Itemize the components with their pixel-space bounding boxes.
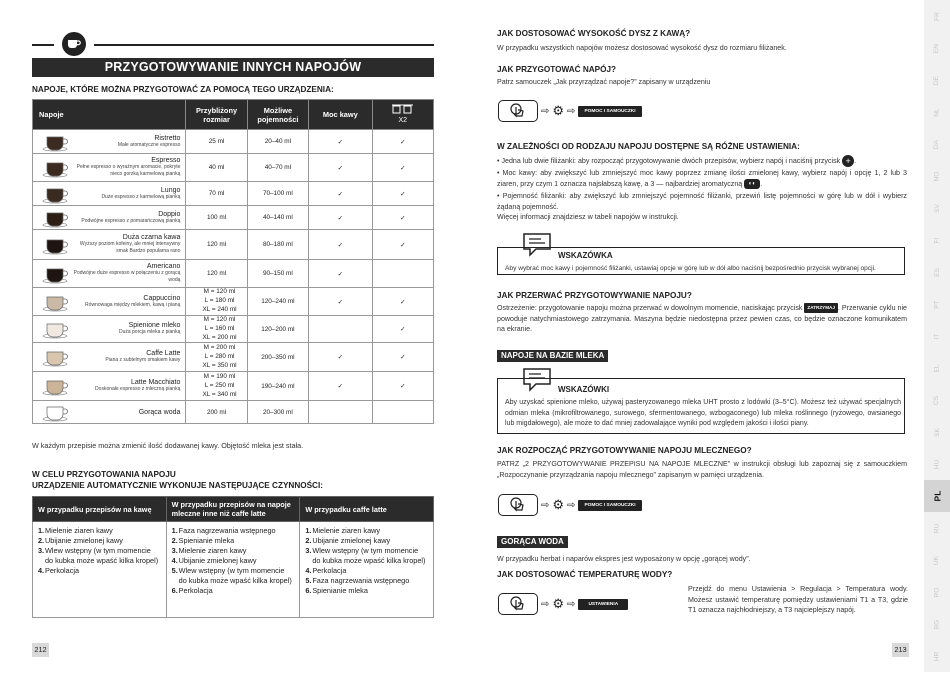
step-number: 2.: [171, 536, 178, 545]
step-number: 4.: [305, 566, 312, 575]
drink-sizes: [186, 316, 247, 343]
heading-settings: W ZALEŻNOŚCI OD RODZAJU NAPOJU DOSTĘPNE SĄ RÓŻNE USTAWIENIA:: [497, 142, 800, 151]
x2-check: ✓: [372, 316, 433, 343]
language-code: IT: [933, 333, 941, 339]
heading-prepare: JAK PRZYGOTOWAĆ NAPÓJ?: [497, 65, 617, 74]
section-banner: PRZYGOTOWYWANIE INNYCH NAPOJÓW: [32, 58, 434, 77]
step-number: 6.: [305, 586, 312, 595]
step-text: Spienianie mleka: [312, 586, 368, 595]
step-item: [172, 546, 295, 556]
volume-note: W każdym przepisie można zmienić ilość dodawanej kawy. Objętość mleka jest stała.: [32, 441, 304, 450]
language-code: RU: [933, 523, 941, 533]
drink-size: 70 ml: [186, 182, 247, 206]
drink-description: Podwójne espresso z pomarańczową pianką: [81, 217, 181, 224]
drink-cell: [33, 343, 186, 372]
tip-title-2: WSKAZÓWKI: [558, 385, 610, 394]
drink-name: Latte Macchiato: [130, 379, 181, 387]
language-code: FR: [933, 11, 941, 21]
step-number: 1.: [305, 526, 312, 535]
bullet-cups: • Jedna lub dwie filiżanki: aby rozpocząć przygotowywanie dwóch przepisów, wybierz napój i naciśnij przycisk + .: [497, 156, 857, 166]
step-number: 4.: [171, 556, 178, 565]
cup-icon: [39, 131, 73, 153]
size-option: XL = 240 ml: [202, 305, 237, 313]
drink-row: [33, 130, 434, 154]
language-tab-sv[interactable]: [924, 192, 950, 224]
stop-button[interactable]: ZATRZYMAJ: [804, 303, 837, 313]
drink-sizes: [186, 343, 247, 372]
coffee-cup-icon: [62, 32, 86, 56]
steps-cell-milk: [166, 522, 300, 618]
size-option: XL = 350 ml: [202, 361, 237, 369]
col-drinks: Napoje: [33, 100, 186, 130]
step-item: [305, 546, 428, 566]
step-text: Perkolacja: [178, 586, 213, 595]
gear-icon: ⚙: [552, 103, 565, 118]
col-capacity: Możliwe pojemności: [247, 100, 308, 130]
drink-description: Wyższy poziom kofeiny, ale mniej intensywny smak Bardzo popularna rano: [79, 241, 181, 254]
drink-capacity: 120–200 ml: [247, 316, 308, 343]
language-tab-da[interactable]: [924, 128, 950, 160]
step-item: [38, 546, 161, 566]
drink-row: [33, 401, 434, 424]
touch-hand-icon: [498, 100, 538, 122]
drink-capacity: 120–240 ml: [247, 288, 308, 316]
plus-button-icon: +: [842, 155, 854, 167]
step-number: 5.: [305, 576, 312, 585]
steps-col-milk: W przypadku przepisów na napoje mleczne inne niż caffe latte: [166, 497, 300, 522]
language-tab-pl[interactable]: [924, 480, 950, 512]
sequence-help: [498, 100, 642, 122]
size-option: XL = 340 ml: [202, 390, 237, 398]
cup-icon: [39, 207, 73, 229]
size-option: L = 160 ml: [204, 324, 235, 332]
steps-heading-2: URZĄDZENIE AUTOMATYCZNIE WYKONUJE NASTĘPUJĄCE CZYNNOŚCI:: [32, 481, 323, 490]
drink-row: [33, 260, 434, 288]
tip-text-2: Aby uzyskać spienione mleko, używaj pasteryzowanego mleka UHT prosto z lodówki (3–5°C). Możesz też używać specjalnych odmian mleka (mikrofiltrowanego, surowego, sfermentowanego, wzbogaconego) lub mleka roślinnego (ryżowego, owsianego lub migdałowego), ale może to dać mniej zadowalające wyniki pod względem jakości i ilości piany.: [505, 399, 901, 427]
language-code: RO: [933, 587, 941, 597]
x2-label: X2: [398, 117, 408, 124]
text-prepare: Patrz samouczek „Jak przyrządzać napoje?” zapisany w urządzeniu: [497, 78, 711, 86]
strength-check: ✓: [309, 130, 373, 154]
drink-description: Duże espresso z karmelową pianką: [101, 193, 181, 200]
language-tab-hu[interactable]: [924, 448, 950, 480]
drink-description: Małe aromatyczne espresso: [117, 141, 181, 148]
drink-description: Piana z subtelnym smakiem kawy: [105, 357, 181, 364]
x2-check: [372, 260, 433, 288]
drink-capacity: 40–140 ml: [247, 206, 308, 230]
steps-col-coffee: W przypadku przepisów na kawę: [33, 497, 167, 522]
bullet-strength: • Moc kawy: aby zwiększyć lub zmniejszyć moc kawy poprzez zmianę ilości zmielonej kawy, wybierz napój i opcję 1, 2 lub 3 ziaren, przy czym 1 oznacza najsłabszą kawę, a 3 — najbardziej aromatyczną ◐◐ .: [497, 169, 907, 188]
col-size: Przybliżony rozmiar: [186, 100, 247, 130]
cup-icon: [39, 346, 73, 368]
tip-text-1: Aby wybrać moc kawy i pojemność filiżanki, ustawiaj opcje w górę lub w dół albo naciśnij bezpośrednio przycisk wybranej opcji.: [505, 265, 876, 272]
language-code: SK: [933, 427, 941, 437]
strength-check: ✓: [309, 260, 373, 288]
drink-name: Duża czarna kawa: [122, 234, 181, 241]
step-item: [305, 576, 428, 586]
step-item: [305, 566, 428, 576]
drink-cell: [33, 182, 186, 206]
drink-capacity: 90–150 ml: [247, 260, 308, 288]
bullet-strength-text: Moc kawy: aby zwiększyć lub zmniejszyć moc kawy poprzez zmianę ilości zmielonej kawy, wybierz napój i opcję 1, 2 lub 3 ziaren, przy czym 1 oznacza najsłabszą kawę, a 3 — najbardziej aromatyczną: [497, 169, 907, 188]
text-stop: [497, 303, 907, 335]
cup-icon: [39, 375, 73, 397]
strength-check: ✓: [309, 372, 373, 401]
arrow-icon: ⇨: [567, 499, 576, 511]
drink-row: [33, 316, 434, 343]
header-rule-left: [32, 44, 54, 46]
text-milk-start: PATRZ „2 PRZYGOTOWYWANIE PRZEPISU NA NAPOJE MLECZNE” w instrukcji obsługi lub zapoznaj się z samouczkiem „Rozpoczynanie przyrządzania napoju mlecznego” zapisanym w pamięci urządzenia.: [497, 460, 907, 479]
step-text: Ubijanie zmielonej kawy: [45, 536, 123, 545]
drinks-subheading: NAPOJE, KTÓRE MOŻNA PRZYGOTOWAĆ ZA POMOCĄ TEGO URZĄDZENIA:: [32, 85, 334, 94]
text-temperature: Przejdź do menu Ustawienia > Regulacja > Temperatura wody. Możesz ustawić temperaturę pomiędzy ustawieniami T1 a T3, gdzie T1 oznacza najchłodniejszy, a T3 najcieplejszy napój.: [688, 585, 908, 614]
x2-check: ✓: [372, 130, 433, 154]
step-text: Perkolacja: [45, 566, 80, 575]
step-text: Ubijanie zmielonej kawy: [178, 556, 257, 565]
drink-size: 25 ml: [186, 130, 247, 154]
x2-check: [372, 401, 433, 424]
steps-col-latte: W przypadku caffe latte: [300, 497, 434, 522]
language-code: NO: [933, 171, 941, 181]
step-number: 1.: [171, 526, 178, 535]
header-rule-right: [94, 44, 434, 46]
x2-check: ✓: [372, 154, 433, 182]
col-x2: [372, 100, 433, 130]
x2-check: ✓: [372, 372, 433, 401]
strength-check: ✓: [309, 154, 373, 182]
step-number: 2.: [38, 536, 45, 545]
language-code: DA: [933, 139, 941, 149]
text-hot-water: W przypadku herbat i naparów ekspres jest wyposażony w opcję „gorącej wody”.: [497, 555, 751, 563]
language-tab-de[interactable]: [924, 64, 950, 96]
steps-table: [32, 496, 434, 618]
language-code: ES: [933, 267, 941, 277]
language-tab-bg[interactable]: [924, 608, 950, 640]
cup-icon: [39, 183, 73, 205]
size-option: M = 200 ml: [203, 344, 236, 352]
drink-capacity: 80–180 ml: [247, 230, 308, 260]
step-item: [305, 536, 428, 546]
help-tutorials-button[interactable]: POMOC I SAMOUCZKI: [578, 106, 641, 117]
drink-capacity: 190–240 ml: [247, 372, 308, 401]
step-item: [38, 566, 161, 576]
drink-size: 120 ml: [186, 230, 247, 260]
step-item: [172, 566, 295, 586]
drink-cell: [33, 372, 186, 401]
cup-icon: [39, 291, 73, 313]
heading-milk-start: JAK ROZPOCZĄĆ PRZYGOTOWYWANIE NAPOJU MLECZNEGO?: [497, 446, 752, 455]
language-tab-it[interactable]: [924, 320, 950, 352]
text-nozzle: W przypadku wszystkich napojów możesz dostosować wysokość dysz do rozmiaru filiżanek.: [497, 44, 787, 52]
drink-name: Caffe Latte: [146, 350, 181, 358]
cup-icon: [39, 234, 73, 256]
col-strength: Moc kawy: [309, 100, 373, 130]
step-text: Ubijanie zmielonej kawy: [312, 536, 391, 545]
drink-name: Americano: [146, 263, 181, 270]
step-item: [38, 536, 161, 546]
step-text: Perkolacja: [312, 566, 347, 575]
bullet-capacity-text: Pojemność filiżanki: aby zwiększyć lub zmniejszyć pojemność filiżanki, przewiń listę pojemności w górę lub w dół i wybierz żądaną pojemność.: [497, 192, 907, 211]
drink-size: 40 ml: [186, 154, 247, 182]
arrow-icon: ⇨: [541, 105, 550, 117]
language-code: NL: [933, 107, 941, 117]
language-code: CS: [933, 395, 941, 405]
drink-cell: [33, 206, 186, 230]
strength-check: ✓: [309, 230, 373, 260]
language-tab-es[interactable]: [924, 256, 950, 288]
drink-description: Równowaga między mlekiem, kawą i pianą: [85, 301, 181, 308]
sequence-help-2: [498, 494, 642, 516]
drink-name: Lungo: [160, 186, 181, 194]
language-code: DE: [933, 75, 941, 85]
steps-cell-latte: [300, 522, 434, 618]
step-item: [305, 586, 428, 596]
step-item: [172, 586, 295, 596]
step-item: [38, 526, 161, 536]
x2-check: ✓: [372, 288, 433, 316]
right-page: [475, 0, 950, 674]
language-tab-hr[interactable]: [924, 640, 950, 672]
x2-check: ✓: [372, 206, 433, 230]
language-tab-ru[interactable]: [924, 512, 950, 544]
drink-description: Pełne espresso o wyraźnym aromacie, pokryte nieco gorzką karmelową pianką: [76, 164, 181, 177]
language-tab-fr[interactable]: [924, 0, 950, 32]
step-text: Wlew wstępny (w tym momencie do kubka może wpaść kilka kropel): [312, 546, 426, 565]
drink-name: Spienione mleko: [128, 322, 181, 330]
drink-cell: [33, 316, 186, 343]
drink-capacity: 200–350 ml: [247, 343, 308, 372]
drink-name: Ristretto: [154, 134, 181, 142]
language-tab-no[interactable]: [924, 160, 950, 192]
strength-check: ✓: [309, 288, 373, 316]
size-option: M = 190 ml: [203, 373, 236, 381]
size-option: M = 120 ml: [203, 288, 236, 296]
drink-capacity: 40–70 ml: [247, 154, 308, 182]
step-item: [172, 526, 295, 536]
x2-check: ✓: [372, 182, 433, 206]
heading-stop: JAK PRZERWAĆ PRZYGOTOWYWANIE NAPOJU?: [497, 291, 692, 300]
size-option: L = 250 ml: [204, 381, 235, 389]
step-text: Wlew wstępny (w tym momencie do kubka może wpaść kilka kropel): [45, 546, 159, 565]
language-code: EL: [933, 363, 941, 373]
arrow-icon: ⇨: [541, 598, 550, 610]
drink-cell: [33, 288, 186, 316]
language-code: PT: [933, 299, 941, 309]
drink-name: Doppio: [158, 210, 181, 218]
drink-name: Gorąca woda: [138, 408, 181, 416]
size-option: M = 120 ml: [203, 316, 236, 323]
touch-hand-icon: [498, 593, 538, 615]
language-code: HU: [933, 459, 941, 469]
heading-temperature: JAK DOSTOSOWAĆ TEMPERATURĘ WODY?: [497, 570, 673, 579]
strength-check: ✓: [309, 343, 373, 372]
step-text: Faza nagrzewania wstępnego: [178, 526, 276, 535]
drink-cell: [33, 154, 186, 182]
step-text: Mielenie ziaren kawy: [45, 526, 113, 535]
drink-name: Espresso: [151, 157, 181, 164]
step-number: 3.: [171, 546, 178, 555]
drinks-table: [32, 99, 434, 424]
cup-icon: [39, 318, 73, 340]
drink-description: Duża porcja mleka z pianką: [118, 329, 181, 336]
milk-drinks-label: NAPOJE NA BAZIE MLEKA: [497, 350, 608, 362]
language-tab-nl[interactable]: [924, 96, 950, 128]
language-tab-fi[interactable]: [924, 224, 950, 256]
size-option: L = 280 ml: [204, 352, 235, 360]
bullet-cups-text: Jedna lub dwie filiżanki: aby rozpocząć przygotowywanie dwóch przepisów, wybierz napój i naciśnij przycisk: [501, 156, 841, 165]
drink-size: 100 ml: [186, 206, 247, 230]
arrow-icon: ⇨: [567, 105, 576, 117]
language-code: UK: [933, 555, 941, 565]
drink-capacity: 20–40 ml: [247, 130, 308, 154]
size-option: XL = 200 ml: [202, 333, 237, 341]
cup-icon: [39, 157, 73, 179]
text-stop-a: Ostrzeżenie: przygotowanie napoju można przerwać w dowolnym momencie, naciskając przycisk: [497, 304, 803, 312]
hot-water-label: GORĄCA WODA: [497, 536, 568, 548]
x2-check: ✓: [372, 230, 433, 260]
arrow-icon: ⇨: [541, 499, 550, 511]
arrow-icon: ⇨: [567, 598, 576, 610]
language-tab-cs[interactable]: [924, 384, 950, 416]
step-item: [305, 526, 428, 536]
steps-heading-1: W CELU PRZYGOTOWANIA NAPOJU: [32, 470, 176, 479]
x2-check: ✓: [372, 343, 433, 372]
step-number: 3.: [305, 546, 312, 555]
step-number: 1.: [38, 526, 45, 535]
drink-row: [33, 182, 434, 206]
text-stop-b: . Przerwanie cyklu nie powoduje natychmiastowego zatrzymania. Maszyna będzie niedostępna przez pewien czas, co będzie oznaczone komunikatem na ekranie.: [497, 304, 907, 333]
drink-description: Doskonałe espresso z mleczną pianką: [95, 386, 181, 393]
language-code: PL: [932, 490, 942, 502]
language-tab-pt[interactable]: [924, 288, 950, 320]
more-info-text: Więcej informacji znajdziesz w tabeli napojów w instrukcji.: [497, 213, 679, 221]
step-number: 6.: [171, 586, 178, 595]
language-code: HR: [933, 651, 941, 661]
step-number: 3.: [38, 546, 45, 555]
strength-check: [309, 401, 373, 424]
drink-cell: [33, 260, 186, 288]
drink-cell: [33, 230, 186, 260]
settings-button[interactable]: USTAWIENIA: [578, 599, 628, 610]
step-number: 2.: [305, 536, 312, 545]
drink-row: [33, 230, 434, 260]
language-code: BG: [933, 619, 941, 629]
drink-description: Podwójne duże espresso w połączeniu z gorącą wodą: [73, 270, 181, 283]
language-code: FI: [933, 237, 941, 243]
drink-size: 120 ml: [186, 260, 247, 288]
strength-check: ✓: [309, 182, 373, 206]
language-tab-sk[interactable]: [924, 416, 950, 448]
page-number-left: 212: [32, 643, 49, 657]
two-cups-icon: [392, 104, 414, 116]
step-item: [172, 556, 295, 566]
drink-capacity: 70–100 ml: [247, 182, 308, 206]
step-text: Faza nagrzewania wstępnego: [312, 576, 410, 585]
touch-hand-icon: [498, 494, 538, 516]
language-tab-ro[interactable]: [924, 576, 950, 608]
drink-name: Cappuccino: [143, 294, 181, 302]
strength-check: ✓: [309, 206, 373, 230]
bullet-capacity: • Pojemność filiżanki: aby zwiększyć lub zmniejszyć pojemność filiżanki, przewiń listę pojemności w górę lub w dół i wybierz żądaną pojemność.: [497, 192, 907, 211]
step-item: [172, 536, 295, 546]
coffee-beans-icon: ◐◐: [744, 179, 760, 189]
drink-cell: [33, 401, 186, 424]
step-text: Mielenie ziaren kawy: [312, 526, 381, 535]
tip-title-1: WSKAZÓWKA: [558, 251, 613, 260]
step-number: 5.: [171, 566, 178, 575]
strength-check: [309, 316, 373, 343]
drink-size: 200 ml: [186, 401, 247, 424]
drink-row: [33, 343, 434, 372]
step-text: Spienianie mleka: [178, 536, 235, 545]
drink-cell: [33, 130, 186, 154]
language-tab-en[interactable]: [924, 32, 950, 64]
step-text: Mielenie ziaren kawy: [178, 546, 247, 555]
help-tutorials-button[interactable]: POMOC I SAMOUCZKI: [578, 500, 641, 511]
gear-icon: ⚙: [552, 596, 565, 611]
drink-sizes: [186, 372, 247, 401]
drink-row: [33, 372, 434, 401]
drink-row: [33, 154, 434, 182]
step-number: 4.: [38, 566, 45, 575]
heading-nozzle: JAK DOSTOSOWAĆ WYSOKOŚĆ DYSZ Z KAWĄ?: [497, 29, 691, 38]
drink-capacity: 20–300 ml: [247, 401, 308, 424]
sequence-settings: [498, 593, 628, 615]
cup-icon: [39, 401, 73, 423]
gear-icon: ⚙: [552, 497, 565, 512]
size-option: L = 180 ml: [204, 297, 235, 305]
drink-row: [33, 288, 434, 316]
steps-cell-coffee: [33, 522, 167, 618]
language-tab-el[interactable]: [924, 352, 950, 384]
language-tab-uk[interactable]: [924, 544, 950, 576]
drink-row: [33, 206, 434, 230]
cup-icon: [39, 263, 73, 285]
language-code: EN: [933, 43, 941, 53]
step-text: Wlew wstępny (w tym momencie do kubka może wpaść kilka kropel): [178, 566, 292, 585]
drink-sizes: [186, 288, 247, 316]
language-code: SV: [933, 203, 941, 213]
page-number-right: 213: [892, 643, 909, 657]
